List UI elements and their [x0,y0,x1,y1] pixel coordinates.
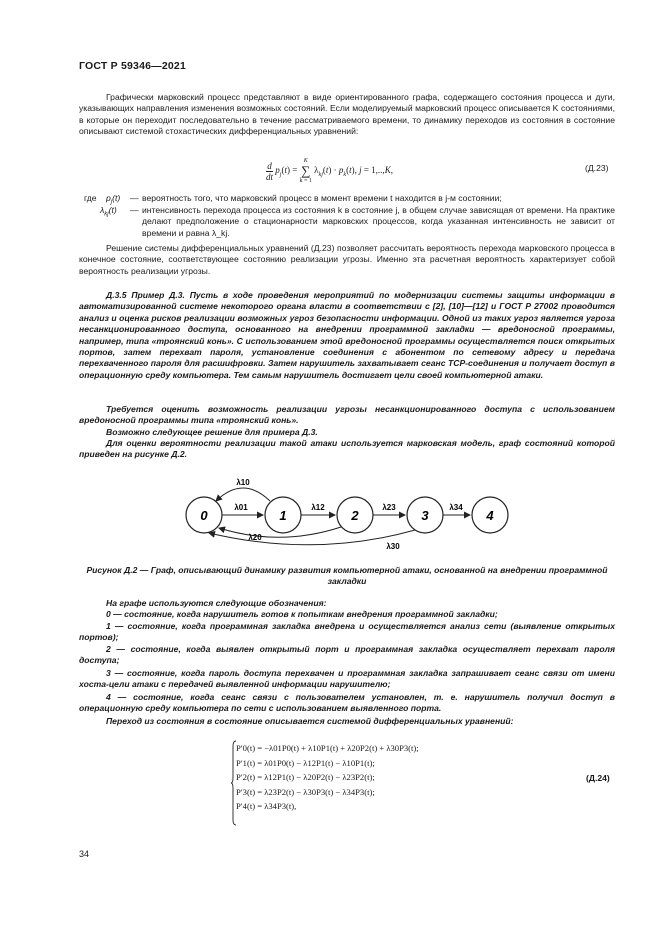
legend-item-2: 2 — состояние, когда выявлен открытый порт и программная закладка осуществляет перехват пароля доступа; [79,644,615,666]
paragraph-example: Д.3.5 Пример Д.3. Пусть в ходе проведения мероприятий по модернизации системы защиты информации в автоматизированной системе некоторого органа власти в соответствии с [2], [10]—[12] и ГОСТ Р 27002 проводится анализ и оценка рисков реализации возможных угроз безопасности информации. Одной из таких угроз является угроза несанкционированного доступа, основанного на внедрении программной закладки — вредоносной программы, например, типа «троянский конь». С использованием этой вредоносной программы осуществляется поиск открытых портов, затем перехват пароля, установление соединения с абонентом по сетевому адресу и передача перехваченного пароля для расшифровки. Затем нарушитель захватывает сеанс TCP-соединения и получает доступ в операционную среду компьютера. Тем самым нарушитель достигает цели своей компьютерной атаки. [79,290,615,380]
paragraph-solution-example: Возможно следующее решение для примера Д.3. [106,427,318,437]
paragraph-solution: Решение системы дифференциальных уравнений (Д.23) позволяет рассчитать вероятность перехода марковского процесса в конечное состояние, соответствующее состоянию реализации угрозы. Именно эта расчетная вероятность характеризует собой вероятность реализации угрозы. [79,243,615,276]
system-intro: Переход из состояния в состояние описывается системой дифференциальных уравнений: [106,716,514,726]
edge-lambda20 [219,527,341,537]
edge-lambda30 [209,530,415,545]
edge-label-lambda12: λ12 [311,503,325,512]
svg-text:1: 1 [279,508,287,523]
node-0 [186,497,222,533]
node-1 [265,497,301,533]
edge-label-lambda34: λ34 [449,503,463,512]
equation-line: P′3(t) = λ23P2(t) − λ30P3(t) − λ34P3(t); [236,786,375,797]
node-4 [472,497,508,533]
sum-upper-limit: K [303,158,308,164]
edge-label-lambda30: λ30 [386,542,400,551]
equation-line: P′4(t) = λ34P3(t), [236,801,297,811]
document-header: ГОСТ Р 59346—2021 [79,60,187,72]
equation-line: P′0(t) = −λ01P0(t) + λ10P1(t) + λ20P2(t) + λ30P3(t); [236,743,419,753]
figure-caption: Рисунок Д.2 — Граф, описывающий динамику развития компьютерной атаки, основанной на внедрении программной закладки [86,565,608,587]
edge-lambda10 [216,488,270,501]
edge-label-lambda10: λ10 [236,478,250,487]
legend-item-4: 4 — состояние, когда сеанс связи с пользователем установлен, т. е. нарушитель получил доступ в операционную среду компьютера по сети с использованием выявленного порта. [79,692,615,714]
svg-text:3: 3 [421,508,429,523]
paragraph-intro: Графически марковский процесс представляют в виде ориентированного графа, содержащего состояния процесса и дуги, указывающих направления изменения возможных состояний. Если моделируемый марковский процесс описывается K состояниями, в которые он переходит последовательно в течение рассматриваемого времени, то динамику переходов из состояния в состояние описывают системой стохастических дифференциальных уравнений: [79,92,615,137]
equation-number-d23: (Д.23) [585,163,609,173]
paragraph-requirement: Требуется оценить возможность реализации угрозы несанкционированного доступа с использованием вредоносной программы типа «троянский конь». [79,404,615,426]
svg-text:0: 0 [200,508,208,523]
legend-item-0: 0 — состояние, когда нарушитель готов к попыткам внедрения программной закладки; [106,609,498,619]
edge-label-lambda01: λ01 [234,503,248,512]
formula-d23: $\frac{d}{dt}$ $p_j(t)$ = K ∑ k = 1 $\lambda_{kj}(t) \cdot p_k(t)$, j = 1,..,K, [266,158,393,184]
equation-system-d24 [236,741,419,814]
paragraph-model: Для оценки вероятности реализации такой атаки используется марковская модель, граф состояний которой приведен на рисунке Д.2. [79,438,615,460]
node-3 [407,497,443,533]
edge-label-lambda23: λ23 [382,503,396,512]
page-number: 34 [79,849,90,859]
equation-number-d24: (Д.24) [586,773,610,783]
state-graph [175,470,515,555]
svg-text:4: 4 [486,508,494,523]
legend-item-3: 3 — состояние, когда пароль доступа перехвачен и программная закладка запрашивает сеанс связи от имени хоста-цели атаки с передачей выявленной информации нарушителю; [79,668,615,690]
node-2 [337,497,373,533]
sum-lower-limit: k = 1 [299,178,312,184]
definition-lambda: $\lambda_{kj}(t)$ — интенсивность перехода процесса из состояния k в состояние j, в общем случае зависящая от времени. На практике делают предположение о стационарности марковских процессов, когда указанная интенсивность не зависит от времени и равна λ_kj. [100,205,615,238]
equation-line: P′2(t) = λ12P1(t) − λ20P2(t) − λ23P2(t); [236,772,375,782]
legend-intro: На графе используются следующие обозначения: [106,598,327,608]
edge-label-lambda20: λ20 [248,533,262,542]
equation-line: P′1(t) = λ01P0(t) − λ12P1(t) − λ10P1(t); [236,757,375,768]
legend-item-1: 1 — состояние, когда программная закладка внедрена и осуществляется анализ сети (выявление открытых портов); [79,621,615,643]
svg-text:2: 2 [351,508,359,523]
